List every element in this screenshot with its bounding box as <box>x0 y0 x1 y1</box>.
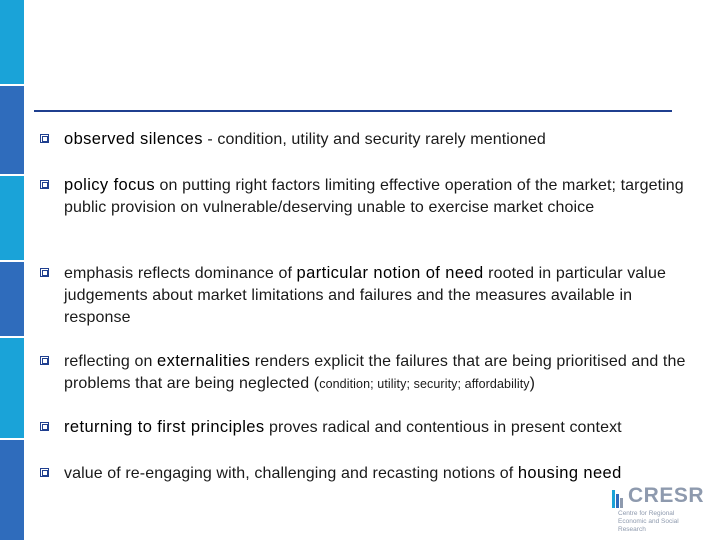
title-divider <box>34 110 672 112</box>
bullet-text: emphasis reflects dominance of particular notion of need rooted in particular value judgements about market limitations and failures and the measures available in response <box>64 264 666 326</box>
strip-segment <box>0 440 24 540</box>
logo-subtitle: Centre for Regional Economic and Social Research <box>618 510 679 533</box>
bullet-text: observed silences - condition, utility and security rarely mentioned <box>64 130 546 148</box>
side-color-strip <box>0 0 24 540</box>
square-bullet-icon <box>40 356 49 365</box>
square-bullet-icon <box>40 422 49 431</box>
strip-segment <box>0 86 24 174</box>
bullet-text: value of re-engaging with, challenging and recasting notions of housing need <box>64 464 622 482</box>
list-item <box>38 462 698 485</box>
cresr-logo <box>604 484 714 536</box>
square-bullet-icon <box>40 268 49 277</box>
square-bullet-icon <box>40 134 49 143</box>
bullet-text: returning to first principles proves radical and contentious in present context <box>64 418 622 436</box>
list-item <box>38 128 698 151</box>
bullet-text: policy focus on putting right factors limiting effective operation of the market; targeting public provision on vulnerable/deserving unable to exercise market choice <box>64 176 684 216</box>
list-item <box>38 174 698 219</box>
strip-segment <box>0 0 24 84</box>
strip-segment <box>0 262 24 336</box>
logo-wordmark: CRESR <box>628 484 705 507</box>
square-bullet-icon <box>40 468 49 477</box>
square-bullet-icon <box>40 180 49 189</box>
strip-segment <box>0 176 24 260</box>
list-item <box>38 416 698 439</box>
bullet-text: reflecting on externalities renders explicit the failures that are being prioritised and the problems that are being neglected (condition; utility; security; affordability) <box>64 352 686 392</box>
list-item <box>38 350 698 395</box>
strip-segment <box>0 338 24 438</box>
logo-mark-icon <box>612 490 626 508</box>
list-item <box>38 262 698 329</box>
